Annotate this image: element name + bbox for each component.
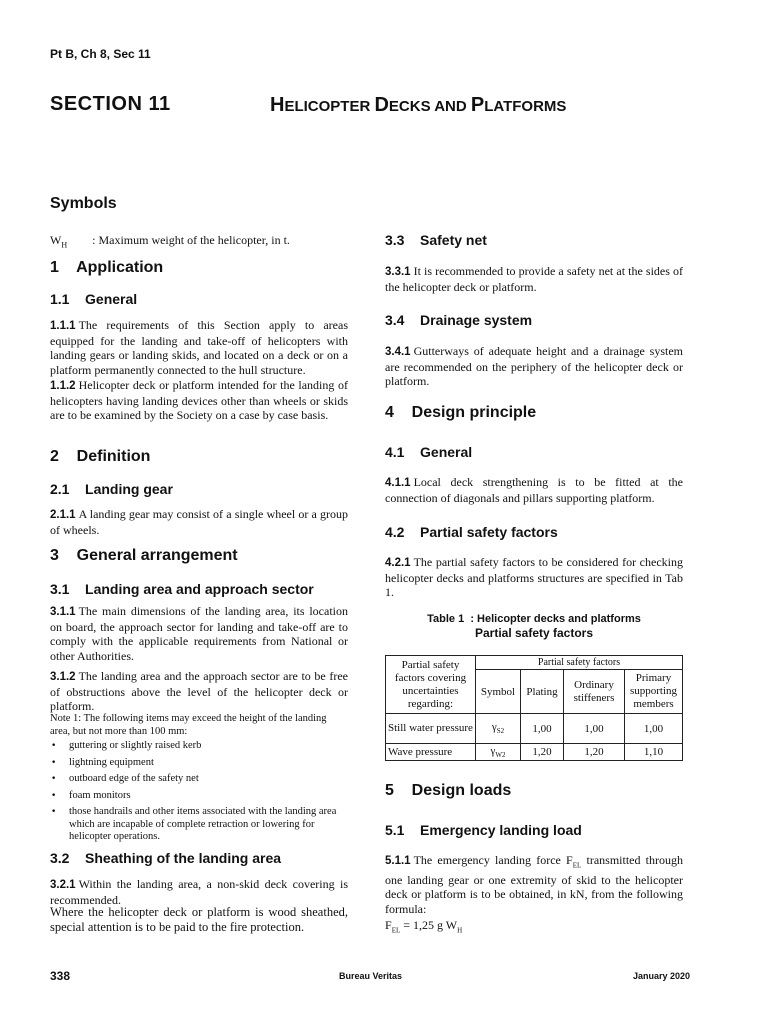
heading-2: 2 Definition bbox=[50, 448, 151, 465]
heading-5-1: 5.1 Emergency landing load bbox=[385, 822, 582, 838]
section-number: SECTION 11 bbox=[50, 93, 171, 115]
table-1 bbox=[385, 655, 683, 761]
table-header-cell: Symbol bbox=[476, 670, 521, 714]
formula-fel: $F_{EL} = 1,25$ g $W_H$ bbox=[385, 918, 463, 935]
heading-1-1: 1.1 General bbox=[50, 291, 138, 307]
table-header-cell: Ordinary stiffeners bbox=[564, 670, 625, 714]
list-item: • guttering or slightly raised kerb bbox=[51, 740, 202, 751]
heading-5: 5 Design loads bbox=[385, 782, 512, 799]
heading-4-1: 4.1 General bbox=[385, 444, 473, 460]
heading-1: 1 Application bbox=[50, 259, 164, 276]
heading-2-1: 2.1 Landing gear bbox=[50, 481, 173, 497]
table-subcaption: Partial safety factors bbox=[474, 626, 594, 640]
list-item: • outboard edge of the safety net bbox=[51, 773, 199, 784]
table-caption: Table 1 : Helicopter decks and platforms bbox=[427, 613, 641, 625]
para-5-1-1: 5.1.1 The emergency landing force $F_{EL}$ transmitted through one landing gear or one extremity of skid to the helicopter deck or platform is to be obtained, in kN, from the following formula: bbox=[385, 853, 683, 916]
para-1-1-2: 1.1.2 Helicopter deck or platform intended for the landing of helicopters having landing devices other than wheels or skids are to be examined by the Society on a case by case basis. bbox=[50, 378, 348, 422]
para-3-1-1: 3.1.1 The main dimensions of the landing area, its location on board, the approach sector for landing and take-off are to comply with the applicable requirements from National or other Authorities. bbox=[50, 604, 348, 663]
running-header: Pt B, Ch 8, Sec 11 bbox=[50, 47, 151, 61]
symbols-heading: Symbols bbox=[50, 195, 117, 212]
list-item: • foam monitors bbox=[51, 789, 131, 801]
heading-3-4: 3.4 Drainage system bbox=[385, 312, 533, 328]
list-item: • those handrails and other items associated with the landing area which are incapable of complete retraction or lowering for helicopter operations. bbox=[51, 806, 337, 842]
table-header-group: Partial safety factors bbox=[476, 656, 683, 670]
para-1-1-1: 1.1.1 The requirements of this Section apply to areas equipped for the landing and take-off of helicopters with landing gears or landing skids, and located on a deck or on a platform permanently connected to the hull structure. bbox=[50, 318, 348, 377]
table-header-cell: Plating bbox=[521, 670, 564, 714]
section-title: HELICOPTER DECKS AND PLATFORMS bbox=[270, 94, 567, 116]
table-header-cell: Primary supporting members bbox=[625, 670, 683, 714]
para-3-1-2: 3.1.2 The landing area and the approach sector are to be free of obstructions above the level of the helicopter deck or platform. bbox=[50, 669, 348, 713]
heading-3: 3 General arrangement bbox=[50, 547, 238, 564]
note-1: Note 1: The following items may exceed the height of the landing area, but not more than 100 mm: bbox=[50, 713, 327, 737]
para-4-2-1: 4.2.1 The partial safety factors to be considered for checking helicopter decks and platforms structures are specified in Tab 1. bbox=[385, 555, 683, 599]
table-row: Still water pressure $\gamma_{S2}$ 1,00 1,00 1,00 bbox=[386, 714, 683, 744]
list-item: • lightning equipment bbox=[51, 756, 154, 768]
para-4-1-1: 4.1.1 Local deck strengthening is to be fitted at the connection of diagonals and pillars supporting platform. bbox=[385, 475, 683, 505]
heading-4: 4 Design principle bbox=[385, 404, 537, 421]
symbol-wh: $W_H$ : Maximum weight of the helicopter, in t. bbox=[50, 233, 290, 250]
heading-4-2: 4.2 Partial safety factors bbox=[385, 524, 558, 540]
para-3-4-1: 3.4.1 Gutterways of adequate height and a drainage system are recommended on the periphery of the helicopter deck or platform. bbox=[385, 344, 683, 388]
footer-publisher: Bureau Veritas bbox=[339, 971, 403, 981]
para-3-3-1: 3.3.1 It is recommended to provide a safety net at the sides of the helicopter deck or platform. bbox=[385, 264, 683, 294]
table-header-cell: Partial safety factors covering uncertainties regarding: bbox=[386, 656, 476, 714]
footer-date: January 2020 bbox=[633, 971, 691, 981]
page-number: 338 bbox=[50, 969, 71, 983]
heading-3-3: 3.3 Safety net bbox=[385, 232, 487, 248]
heading-3-1: 3.1 Landing area and approach sector bbox=[50, 581, 314, 597]
para-3-2-1: 3.2.1 Within the landing area, a non-skid deck covering is recommended. bbox=[50, 877, 348, 907]
note-bullet-list bbox=[50, 740, 348, 848]
table-row: Wave pressure $\gamma_{W2}$ 1,20 1,20 1,10 bbox=[386, 744, 683, 761]
para-3-2-1-b: Where the helicopter deck or platform is wood sheathed, special attention is to be paid to the fire protection. bbox=[50, 905, 348, 934]
heading-3-2: 3.2 Sheathing of the landing area bbox=[50, 850, 282, 866]
para-2-1-1: 2.1.1 A landing gear may consist of a single wheel or a group of wheels. bbox=[50, 507, 348, 537]
